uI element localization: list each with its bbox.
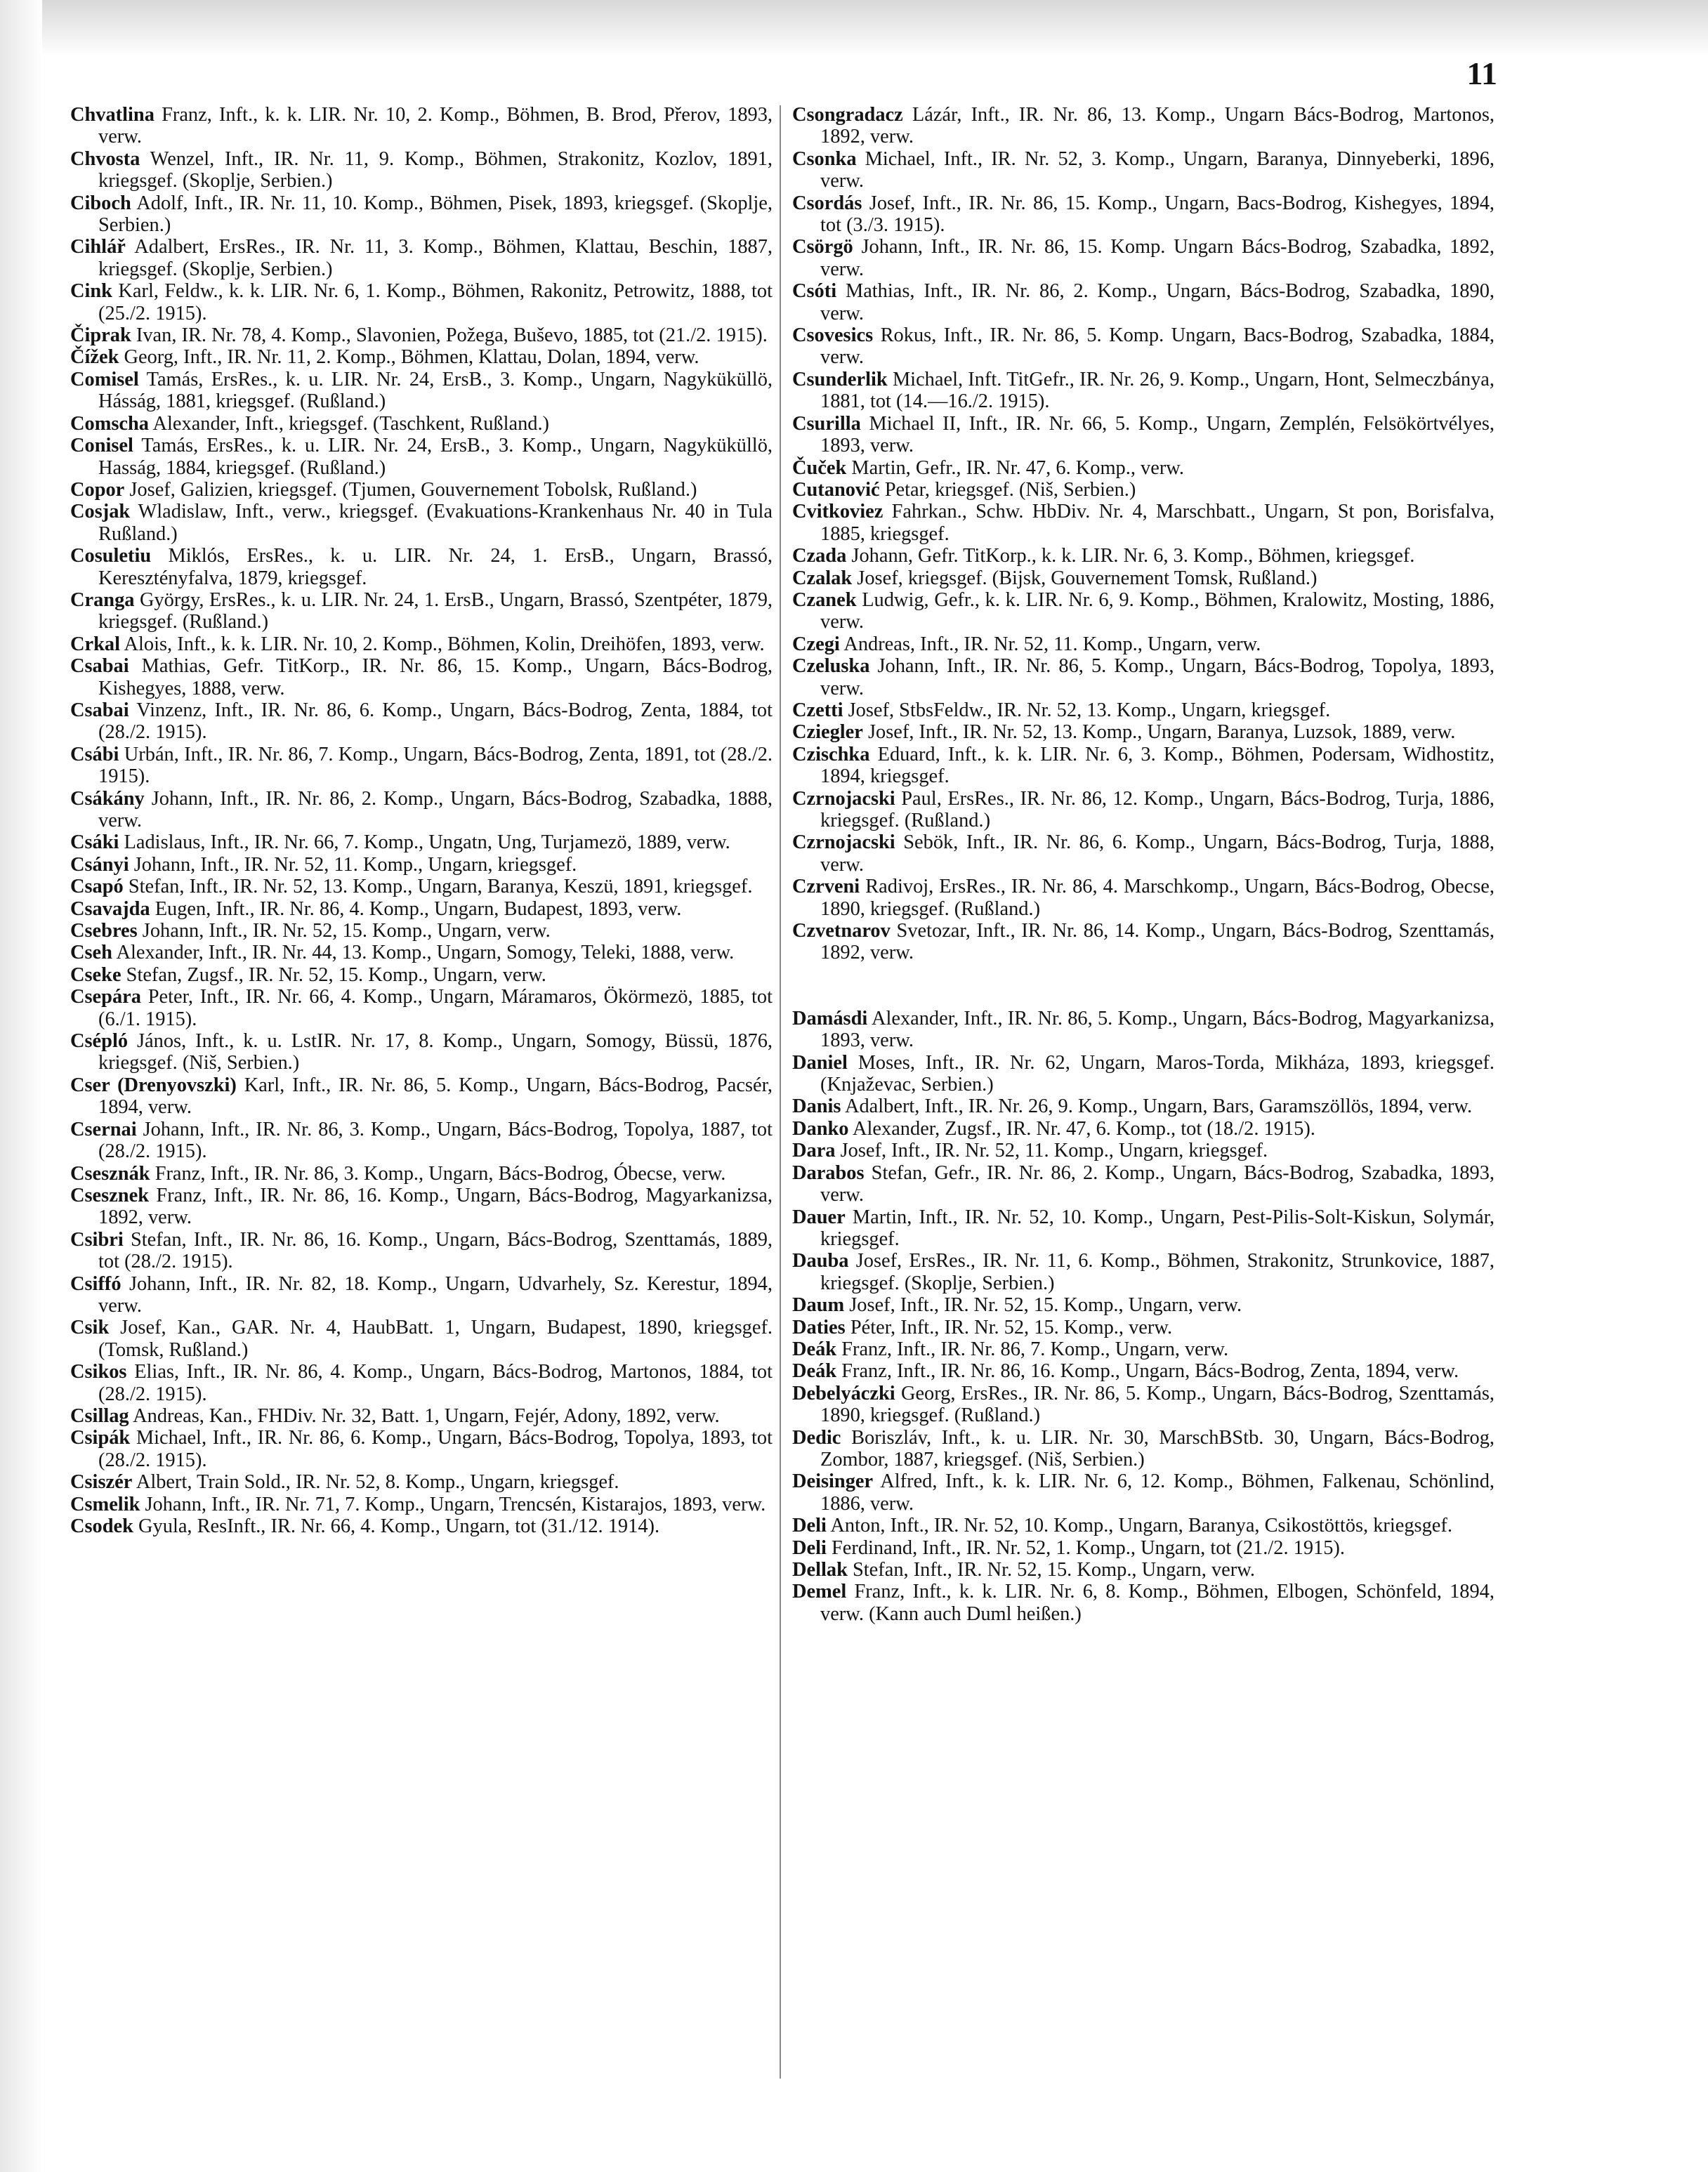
- entry-surname: Csunderlik: [792, 368, 888, 390]
- register-entry: [792, 1427, 1494, 1471]
- entry-details: Johann, Gefr. TitKorp., k. k. LIR. Nr. 6, 3. Komp., Böhmen, kriegsgef.: [851, 545, 1415, 567]
- entry-surname: Cihlář: [70, 236, 126, 258]
- entry-surname: Danis: [792, 1095, 841, 1118]
- register-entry: [792, 1118, 1494, 1140]
- entry-surname: Deli: [792, 1515, 827, 1537]
- register-entry: [792, 1360, 1494, 1382]
- register-entry: [70, 744, 773, 788]
- entry-surname: Damásdi: [792, 1007, 868, 1029]
- register-entry: [70, 1361, 773, 1405]
- entry-surname: Daniel: [792, 1051, 848, 1074]
- entry-details: Boriszláv, Inft., k. u. LIR. Nr. 30, MarschBStb. 30, Ungarn, Bács-Bodrog, Zombor, 1887, kriegsgef. (Niš, Serbien.): [820, 1426, 1494, 1470]
- entry-details: Tamás, ErsRes., k. u. LIR. Nr. 24, ErsB., 3. Komp., Ungarn, Nagyküküllö, Hasság, 1884, kriegsgef. (Rußland.): [98, 435, 773, 479]
- register-entry: [792, 721, 1494, 743]
- register-entry: [792, 545, 1494, 567]
- entry-details: Ludwig, Gefr., k. k. LIR. Nr. 6, 9. Komp., Böhmen, Kralowitz, Mosting, 1886, verw.: [820, 588, 1494, 633]
- entry-details: Rokus, Inft., IR. Nr. 86, 5. Komp. Ungarn, Bacs-Bodrog, Szabadka, 1884, verw.: [820, 324, 1494, 369]
- entry-details: Paul, ErsRes., IR. Nr. 86, 12. Komp., Ungarn, Bács-Bodrog, Turja, 1886, kriegsgef. (Rußland.): [820, 787, 1494, 831]
- register-entry: [792, 1052, 1494, 1096]
- column-divider: [780, 105, 781, 2079]
- entry-details: Franz, Inft., IR. Nr. 86, 16. Komp., Ungarn, Bács-Bodrog, Magyarkanizsa, 1892, verw.: [98, 1184, 773, 1229]
- entry-details: Michael II, Inft., IR. Nr. 66, 5. Komp., Ungarn, Zemplén, Felsökörtvélyes, 1893, verw.: [820, 412, 1494, 457]
- entry-surname: Csiffó: [70, 1272, 121, 1295]
- entry-surname: Cser (Drenyovszki): [70, 1074, 237, 1096]
- entry-details: Josef, Kan., GAR. Nr. 4, HaubBatt. 1, Ungarn, Budapest, 1890, kriegsgef. (Tomsk, Rußland.): [98, 1317, 773, 1361]
- register-entry: [70, 1471, 773, 1493]
- register-entry: [70, 1030, 773, 1074]
- register-entry: [792, 788, 1494, 832]
- entry-surname: Czada: [792, 545, 847, 567]
- entry-surname: Dauer: [792, 1206, 846, 1228]
- entry-surname: Dauba: [792, 1250, 849, 1272]
- entry-details: Ferdinand, Inft., IR. Nr. 52, 1. Komp., Ungarn, tot (21./2. 1915).: [832, 1536, 1345, 1559]
- entry-details: Georg, Inft., IR. Nr. 11, 2. Komp., Böhmen, Klattau, Dolan, 1894, verw.: [124, 346, 699, 369]
- entry-surname: Debelyáczki: [792, 1382, 895, 1404]
- register-entry: [70, 920, 773, 942]
- entry-surname: Daties: [792, 1316, 846, 1338]
- entry-details: Moses, Inft., IR. Nr. 62, Ungarn, Maros-Torda, Mikháza, 1893, kriegsgef. (Knjaževac, Serbien.): [820, 1051, 1494, 1096]
- entry-details: Josef, Galizien, kriegsgef. (Tjumen, Gouvernement Tobolsk, Rußland.): [129, 478, 697, 501]
- entry-details: Karl, Feldw., k. k. LIR. Nr. 6, 1. Komp., Böhmen, Rakonitz, Petrowitz, 1888, tot (25./2. 1915).: [98, 280, 773, 324]
- entry-surname: Csonka: [792, 147, 857, 170]
- entry-surname: Csiszér: [70, 1471, 133, 1494]
- register-entry: [70, 501, 773, 545]
- entry-details: Johann, Inft., IR. Nr. 52, 11. Komp., Ungarn, kriegsgef.: [133, 853, 577, 876]
- register-entry: [792, 1294, 1494, 1316]
- entry-details: Petar, kriegsgef. (Niš, Serbien.): [884, 478, 1136, 501]
- entry-details: Alexander, Inft., IR. Nr. 44, 13. Komp., Ungarn, Somogy, Teleki, 1888, verw.: [116, 942, 735, 964]
- entry-surname: Conisel: [70, 435, 133, 457]
- register-entry: [792, 280, 1494, 324]
- register-entry: [792, 1338, 1494, 1360]
- entry-details: Alois, Inft., k. k. LIR. Nr. 10, 2. Komp., Böhmen, Kolin, Dreihöfen, 1893, verw.: [124, 633, 765, 655]
- entry-surname: Copor: [70, 478, 125, 501]
- entry-surname: Csapó: [70, 876, 124, 898]
- register-entry: [70, 831, 773, 853]
- entry-details: Andreas, Kan., FHDiv. Nr. 32, Batt. 1, Ungarn, Fejér, Adony, 1892, verw.: [133, 1404, 720, 1427]
- register-entry: [792, 876, 1494, 920]
- entry-surname: Chvatlina: [70, 104, 155, 126]
- entry-surname: Cranga: [70, 588, 135, 611]
- register-entry: [792, 1162, 1494, 1206]
- register-entry: [70, 324, 773, 346]
- register-entry: [70, 942, 773, 963]
- register-entry: [70, 1273, 773, 1317]
- entry-surname: Dedic: [792, 1426, 841, 1449]
- entry-surname: Cziegler: [792, 721, 863, 744]
- entry-details: Gyula, ResInft., IR. Nr. 66, 4. Komp., Ungarn, tot (31./12. 1914).: [138, 1515, 660, 1537]
- entry-details: Johann, Inft., IR. Nr. 82, 18. Komp., Ungarn, Udvarhely, Sz. Kerestur, 1894, verw.: [98, 1272, 773, 1317]
- register-entry: [792, 1250, 1494, 1294]
- entry-details: Anton, Inft., IR. Nr. 52, 10. Komp., Ungarn, Baranya, Csikostöttös, kriegsgef.: [830, 1515, 1452, 1537]
- entry-surname: Csurilla: [792, 412, 861, 435]
- entry-details: Mathias, Inft., IR. Nr. 86, 2. Komp., Ungarn, Bács-Bodrog, Szabadka, 1890, verw.: [820, 280, 1494, 324]
- register-entry: [792, 148, 1494, 192]
- entry-details: Stefan, Gefr., IR. Nr. 86, 2. Komp., Ungarn, Bács-Bodrog, Szabadka, 1893, verw.: [820, 1161, 1494, 1206]
- register-entry: [70, 986, 773, 1030]
- register-entry: [792, 1095, 1494, 1117]
- entry-details: Eugen, Inft., IR. Nr. 86, 4. Komp., Ungarn, Budapest, 1893, verw.: [155, 897, 682, 920]
- entry-surname: Csákány: [70, 787, 145, 810]
- entry-surname: Csordás: [792, 192, 862, 214]
- entry-surname: Comisel: [70, 368, 139, 390]
- entry-surname: Darabos: [792, 1161, 865, 1184]
- entry-surname: Ciboch: [70, 192, 131, 214]
- entry-details: Johann, Inft., IR. Nr. 86, 3. Komp., Ungarn, Bács-Bodrog, Topolya, 1887, tot (28./2. 1915).: [98, 1118, 773, 1163]
- entry-surname: Cutanović: [792, 478, 880, 501]
- register-entry: [792, 369, 1494, 413]
- entry-details: Péter, Inft., IR. Nr. 52, 15. Komp., verw.: [850, 1316, 1173, 1338]
- entry-details: Lázár, Inft., IR. Nr. 86, 13. Komp., Ungarn Bács-Bodrog, Martonos, 1892, verw.: [820, 104, 1494, 148]
- entry-surname: Csmelik: [70, 1493, 140, 1515]
- entry-details: Johann, Inft., IR. Nr. 86, 2. Komp., Ungarn, Bács-Bodrog, Szabadka, 1888, verw.: [98, 787, 773, 831]
- register-entry: [792, 1383, 1494, 1427]
- register-entry: [70, 1427, 773, 1471]
- entry-surname: Czeluska: [792, 655, 870, 678]
- register-entry: [70, 633, 773, 655]
- entry-surname: Čiprak: [70, 324, 131, 347]
- entry-details: Josef, StbsFeldw., IR. Nr. 52, 13. Komp., Ungarn, kriegsgef.: [848, 699, 1331, 721]
- register-entry: [70, 413, 773, 435]
- entry-surname: Cosjak: [70, 501, 131, 523]
- register-entry: [70, 1229, 773, 1273]
- entry-details: Fahrkan., Schw. HbDiv. Nr. 4, Marschbatt., Ungarn, St pon, Borisfalva, 1885, kriegsgef.: [820, 501, 1494, 545]
- entry-details: János, Inft., k. u. LstIR. Nr. 17, 8. Komp., Ungarn, Somogy, Büssü, 1876, kriegsgef. (Niš, Serbien.): [98, 1030, 773, 1074]
- register-entry: [70, 1317, 773, 1361]
- register-entry: [792, 699, 1494, 721]
- entry-surname: Crkal: [70, 633, 120, 655]
- page-edge-shade: [0, 0, 42, 2172]
- entry-surname: Csibri: [70, 1228, 124, 1251]
- entry-surname: Csesznek: [70, 1184, 149, 1206]
- register-entry: [792, 192, 1494, 237]
- entry-surname: Csodek: [70, 1515, 133, 1537]
- entry-surname: Dellak: [792, 1559, 848, 1581]
- entry-surname: Csebres: [70, 920, 138, 942]
- entry-details: Wladislaw, Inft., verw., kriegsgef. (Evakuations-Krankenhaus Nr. 40 in Tula Rußland.): [98, 501, 773, 545]
- entry-surname: Csepára: [70, 986, 141, 1008]
- register-entry: [70, 964, 773, 986]
- register-entry: [792, 457, 1494, 479]
- register-entry: [70, 1074, 773, 1119]
- entry-details: Martin, Gefr., IR. Nr. 47, 6. Komp., verw.: [851, 456, 1185, 479]
- entry-surname: Csernai: [70, 1118, 137, 1140]
- entry-details: Michael, Inft., IR. Nr. 52, 3. Komp., Ungarn, Baranya, Dinnyeberki, 1896, verw.: [820, 147, 1494, 192]
- register-entry: [792, 1206, 1494, 1251]
- register-entry: [70, 236, 773, 280]
- register-entry: [70, 589, 773, 633]
- register-entry: [792, 1581, 1494, 1625]
- register-entry: [792, 1470, 1494, 1515]
- register-entry: [792, 831, 1494, 876]
- entry-details: Franz, Inft., k. k. LIR. Nr. 10, 2. Komp., Böhmen, B. Brod, Přerov, 1893, verw.: [98, 104, 773, 148]
- entry-details: Mathias, Gefr. TitKorp., IR. Nr. 86, 15. Komp., Ungarn, Bács-Bodrog, Kishegyes, 1888, verw.: [98, 655, 773, 699]
- register-entry: [70, 655, 773, 699]
- entry-surname: Deák: [792, 1360, 837, 1383]
- entry-surname: Csovesics: [792, 324, 874, 347]
- register-entry: [70, 192, 773, 237]
- entry-details: Radivoj, ErsRes., IR. Nr. 86, 4. Marschkomp., Ungarn, Bács-Bodrog, Obecse, 1890, kriegsgef. (Rußland.): [820, 876, 1494, 920]
- entry-details: Albert, Train Sold., IR. Nr. 52, 8. Komp., Ungarn, kriegsgef.: [136, 1471, 619, 1494]
- register-entry: [792, 1140, 1494, 1161]
- register-entry: [70, 545, 773, 589]
- entry-surname: Csabai: [70, 699, 129, 721]
- entry-surname: Demel: [792, 1581, 847, 1603]
- entry-details: Tamás, ErsRes., k. u. LIR. Nr. 24, ErsB., 3. Komp., Ungarn, Nagyküküllö, Hásság, 1881, kriegsgef. (Rußland.): [98, 368, 773, 413]
- register-entry: [70, 148, 773, 192]
- entry-surname: Čížek: [70, 346, 119, 369]
- entry-details: Karl, Inft., IR. Nr. 86, 5. Komp., Ungarn, Bács-Bodrog, Pacsér, 1894, verw.: [98, 1074, 773, 1119]
- entry-surname: Deák: [792, 1338, 837, 1360]
- entry-surname: Csavajda: [70, 897, 150, 920]
- entry-surname: Dara: [792, 1140, 836, 1162]
- entry-surname: Czrveni: [792, 876, 860, 898]
- entry-details: Franz, Inft., IR. Nr. 86, 7. Komp., Ungarn, verw.: [841, 1338, 1229, 1360]
- entry-details: Elias, Inft., IR. Nr. 86, 4. Komp., Ungarn, Bács-Bodrog, Martonos, 1884, tot (28./2. 1915).: [98, 1361, 773, 1405]
- entry-details: Wenzel, Inft., IR. Nr. 11, 9. Komp., Böhmen, Strakonitz, Kozlov, 1891, kriegsgef. (Skoplje, Serbien.): [98, 147, 773, 192]
- entry-surname: Csörgö: [792, 236, 853, 258]
- register-entry: [792, 920, 1494, 964]
- entry-surname: Czvetnarov: [792, 920, 891, 942]
- entry-surname: Czrnojacski: [792, 831, 895, 854]
- entry-surname: Czegi: [792, 633, 840, 655]
- entry-surname: Csábi: [70, 743, 119, 765]
- register-entry: [792, 324, 1494, 369]
- register-entry: [70, 1163, 773, 1185]
- entry-details: Martin, Inft., IR. Nr. 52, 10. Komp., Ungarn, Pest-Pilis-Solt-Kiskun, Solymár, kriegsgef.: [820, 1206, 1494, 1250]
- register-entry: [70, 1119, 773, 1163]
- entry-surname: Cink: [70, 280, 112, 303]
- register-entry: [792, 501, 1494, 545]
- entry-details: Stefan, Inft., IR. Nr. 86, 16. Komp., Ungarn, Bács-Bodrog, Szenttamás, 1889, tot (28./2. 1915).: [98, 1228, 773, 1273]
- entry-surname: Czetti: [792, 699, 843, 721]
- entry-details: Alfred, Inft., k. k. LIR. Nr. 6, 12. Komp., Böhmen, Falkenau, Schönlind, 1886, verw.: [820, 1470, 1494, 1515]
- register-entry: [70, 699, 773, 744]
- entry-details: Johann, Inft., IR. Nr. 86, 15. Komp. Ungarn Bács-Bodrog, Szabadka, 1892, verw.: [820, 236, 1494, 280]
- entry-surname: Czanek: [792, 588, 857, 611]
- entry-surname: Czalak: [792, 567, 853, 589]
- entry-details: Alexander, Zugsf., IR. Nr. 47, 6. Komp., tot (18./2. 1915).: [853, 1117, 1315, 1140]
- entry-details: Josef, Inft., IR. Nr. 52, 11. Komp., Ungarn, kriegsgef.: [840, 1140, 1268, 1162]
- register-entry: [70, 104, 773, 148]
- entry-surname: Csipák: [70, 1427, 131, 1449]
- entry-surname: Cseh: [70, 942, 112, 964]
- register-entry: [792, 744, 1494, 788]
- entry-surname: Csillag: [70, 1404, 129, 1427]
- register-entry: [70, 788, 773, 832]
- register-entry: [792, 633, 1494, 655]
- entry-details: Josef, Inft., IR. Nr. 52, 15. Komp., Ungarn, verw.: [849, 1294, 1242, 1317]
- entry-details: Josef, Inft., IR. Nr. 52, 13. Komp., Ungarn, Baranya, Luzsok, 1889, verw.: [868, 721, 1456, 744]
- entry-surname: Daum: [792, 1294, 845, 1317]
- register-entry: [70, 1494, 773, 1515]
- entry-details: Michael, Inft. TitGefr., IR. Nr. 26, 9. Komp., Ungarn, Hont, Selmeczbánya, 1881, tot (14.—16./2. 1915).: [820, 368, 1494, 413]
- entry-details: Johann, Inft., IR. Nr. 52, 15. Komp., Ungarn, verw.: [142, 920, 551, 942]
- entry-details: Adalbert, ErsRes., IR. Nr. 11, 3. Komp., Böhmen, Klattau, Beschin, 1887, kriegsgef. (Skoplje, Serbien.): [98, 236, 773, 280]
- entry-details: Josef, Inft., IR. Nr. 86, 15. Komp., Ungarn, Bacs-Bodrog, Kishegyes, 1894, tot (3./3. 1915).: [820, 192, 1494, 237]
- entry-details: Peter, Inft., IR. Nr. 66, 4. Komp., Ungarn, Máramaros, Ökörmezö, 1885, tot (6./1. 1915).: [98, 986, 773, 1030]
- entry-details: Josef, kriegsgef. (Bijsk, Gouvernement Tomsk, Rußland.): [857, 567, 1318, 589]
- register-entry: [792, 479, 1494, 501]
- register-entry: [70, 346, 773, 368]
- entry-details: Sebök, Inft., IR. Nr. 86, 6. Komp., Ungarn, Bács-Bodrog, Turja, 1888, verw.: [820, 831, 1495, 876]
- entry-surname: Csongradacz: [792, 104, 903, 126]
- register-entry: [70, 479, 773, 501]
- register-entry: [70, 876, 773, 897]
- register-entry: [792, 589, 1494, 633]
- entry-details: Stefan, Inft., IR. Nr. 52, 13. Komp., Ungarn, Baranya, Keszü, 1891, kriegsgef.: [128, 876, 753, 898]
- register-entry: [792, 1008, 1494, 1052]
- register-entry: [70, 1405, 773, 1427]
- entry-details: Stefan, Zugsf., IR. Nr. 52, 15. Komp., Ungarn, verw.: [126, 963, 546, 986]
- entry-surname: Deisinger: [792, 1470, 874, 1493]
- entry-surname: Csáki: [70, 831, 119, 854]
- entry-surname: Deli: [792, 1536, 827, 1559]
- register-entry: [792, 1559, 1494, 1581]
- entry-details: Johann, Inft., IR. Nr. 71, 7. Komp., Ungarn, Trencsén, Kistarajos, 1893, verw.: [145, 1493, 766, 1515]
- entry-surname: Csóti: [792, 280, 837, 303]
- register-entry: [792, 104, 1494, 148]
- entry-surname: Csabai: [70, 655, 129, 678]
- right-column: [792, 104, 1494, 1625]
- entry-details: Alexander, Inft., IR. Nr. 86, 5. Komp., Ungarn, Bács-Bodrog, Magyarkanizsa, 1893, verw.: [820, 1007, 1494, 1052]
- entry-details: Svetozar, Inft., IR. Nr. 86, 14. Komp., Ungarn, Bács-Bodrog, Szenttamás, 1892, verw.: [820, 920, 1494, 964]
- register-entry: [792, 236, 1494, 280]
- entry-surname: Danko: [792, 1117, 849, 1140]
- entry-details: Georg, ErsRes., IR. Nr. 86, 5. Komp., Ungarn, Bács-Bodrog, Szenttamás, 1890, kriegsgef. (Rußland.): [820, 1382, 1494, 1427]
- register-entry: [792, 1515, 1494, 1536]
- entry-details: Stefan, Inft., IR. Nr. 52, 15. Komp., Ungarn, verw.: [852, 1559, 1255, 1581]
- register-entry: [792, 413, 1494, 457]
- entry-details: Alexander, Inft., kriegsgef. (Taschkent, Rußland.): [152, 412, 550, 435]
- entry-details: Franz, Inft., IR. Nr. 86, 3. Komp., Ungarn, Bács-Bodrog, Óbecse, verw.: [155, 1162, 726, 1185]
- entry-surname: Csesznák: [70, 1162, 150, 1185]
- entry-surname: Cvitkoviez: [792, 501, 883, 523]
- entry-details: Ivan, IR. Nr. 78, 4. Komp., Slavonien, Požega, Buševo, 1885, tot (21./2. 1915).: [136, 324, 768, 347]
- register-entry: [70, 1185, 773, 1229]
- register-entry: [792, 655, 1494, 699]
- entry-details: Franz, Inft., IR. Nr. 86, 16. Komp., Ungarn, Bács-Bodrog, Zenta, 1894, verw.: [841, 1360, 1459, 1383]
- register-entry: [792, 1317, 1494, 1338]
- entry-details: Adolf, Inft., IR. Nr. 11, 10. Komp., Böhmen, Pisek, 1893, kriegsgef. (Skoplje, Serbien.): [98, 192, 773, 237]
- entry-surname: Csikos: [70, 1361, 127, 1383]
- entry-details: György, ErsRes., k. u. LIR. Nr. 24, 1. ErsB., Ungarn, Brassó, Szentpéter, 1879, kriegsgef. (Rußland.): [98, 588, 773, 633]
- left-column: [70, 104, 773, 1537]
- entry-details: Ladislaus, Inft., IR. Nr. 66, 7. Komp., Ungatn, Ung, Turjamezö, 1889, verw.: [124, 831, 730, 854]
- register-entry: [70, 369, 773, 413]
- entry-surname: Csépló: [70, 1030, 129, 1053]
- register-entry: [70, 854, 773, 876]
- entry-surname: Chvosta: [70, 147, 140, 170]
- entry-surname: Czrnojacski: [792, 787, 895, 810]
- register-entry: [70, 898, 773, 920]
- entry-surname: Čuček: [792, 456, 847, 479]
- entry-surname: Comscha: [70, 412, 149, 435]
- register-entry: [792, 567, 1494, 589]
- entry-details: Miklós, ErsRes., k. u. LIR. Nr. 24, 1. ErsB., Ungarn, Brassó, Keresztényfalva, 1879, kriegsgef.: [98, 545, 773, 589]
- entry-details: Michael, Inft., IR. Nr. 86, 6. Komp., Ungarn, Bács-Bodrog, Topolya, 1893, tot (28./2. 1915).: [98, 1427, 773, 1471]
- register-entry: [792, 1537, 1494, 1559]
- entry-surname: Csányi: [70, 853, 129, 876]
- entry-details: Vinzenz, Inft., IR. Nr. 86, 6. Komp., Ungarn, Bács-Bodrog, Zenta, 1884, tot (28./2. 1915).: [98, 699, 773, 744]
- register-entry: [70, 280, 773, 324]
- page-shade: [0, 0, 1708, 56]
- register-entry: [70, 435, 773, 479]
- entry-surname: Cseke: [70, 963, 121, 986]
- register-entry: [70, 1515, 773, 1537]
- entry-details: Andreas, Inft., IR. Nr. 52, 11. Komp., Ungarn, verw.: [843, 633, 1261, 655]
- entry-details: Urbán, Inft., IR. Nr. 86, 7. Komp., Ungarn, Bács-Bodrog, Zenta, 1891, tot (28./2. 1915).: [98, 743, 773, 788]
- entry-details: Adalbert, Inft., IR. Nr. 26, 9. Komp., Ungarn, Bars, Garamszöllös, 1894, verw.: [844, 1095, 1473, 1118]
- entry-details: Josef, ErsRes., IR. Nr. 11, 6. Komp., Böhmen, Strakonitz, Strunkovice, 1887, kriegsgef. (Skoplje, Serbien.): [820, 1250, 1494, 1294]
- entry-surname: Csik: [70, 1317, 110, 1339]
- entry-details: Johann, Inft., IR. Nr. 86, 5. Komp., Ungarn, Bács-Bodrog, Topolya, 1893, verw.: [820, 655, 1494, 699]
- entry-surname: Cosuletiu: [70, 545, 152, 567]
- entry-details: Franz, Inft., k. k. LIR. Nr. 6, 8. Komp., Böhmen, Elbogen, Schönfeld, 1894, verw. (Kann auch Duml heißen.): [820, 1581, 1494, 1625]
- page-number: 11: [1466, 55, 1497, 91]
- entry-surname: Czischka: [792, 743, 870, 765]
- entry-details: Eduard, Inft., k. k. LIR. Nr. 6, 3. Komp., Böhmen, Podersam, Widhostitz, 1894, kriegsgef.: [820, 743, 1494, 788]
